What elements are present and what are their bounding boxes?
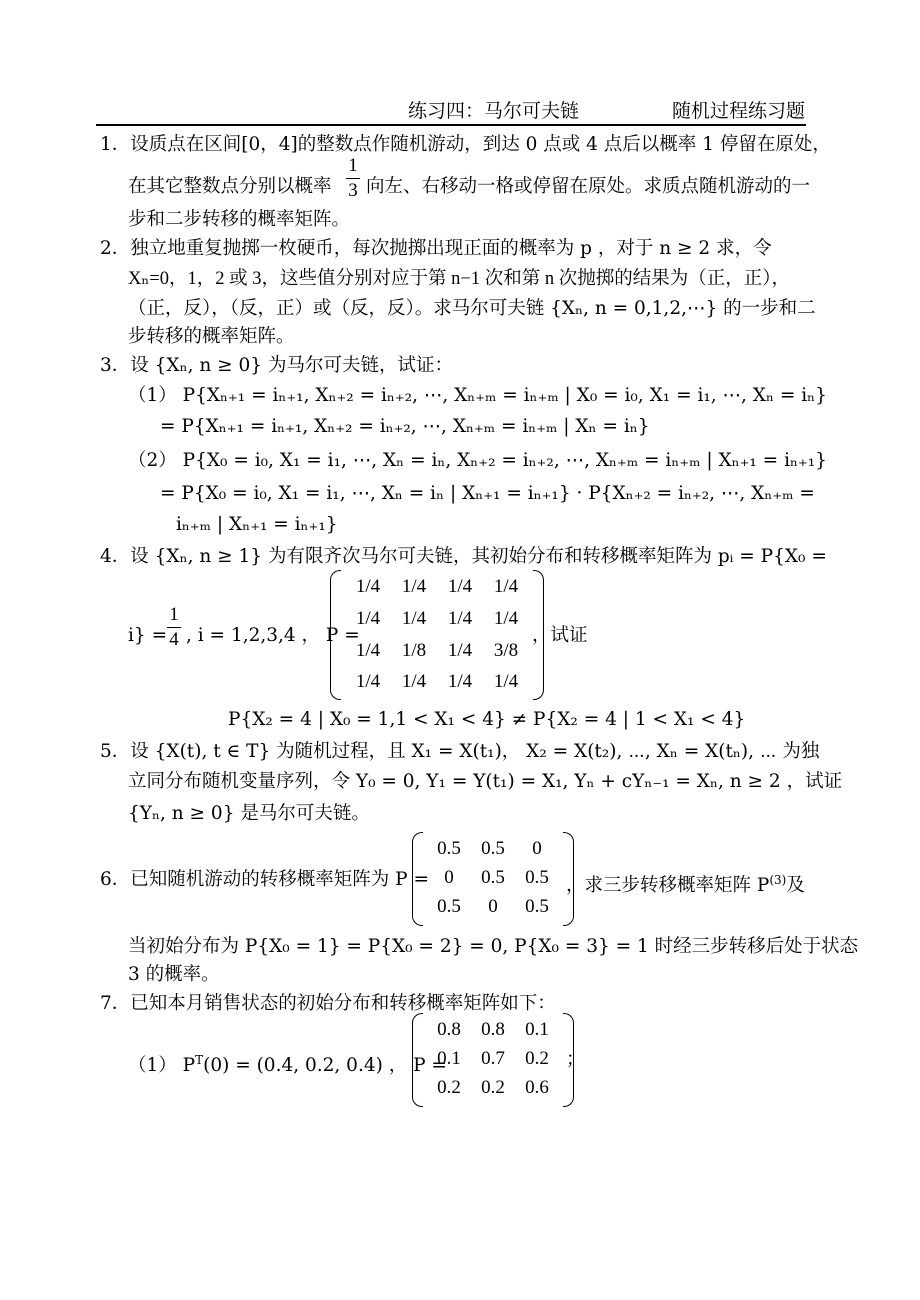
header-rule — [96, 124, 806, 126]
problem-5-line-3: {Yₙ, n ≥ 0} 是马尔可夫链。 — [128, 803, 370, 824]
matrix-cell: 0 — [488, 896, 498, 917]
matrix-cell: 3/8 — [493, 639, 519, 661]
problem-6-line-1a: 6．已知随机游动的转移概率矩阵为 P = — [100, 869, 429, 890]
problem-3-part-2-line-3: iₙ₊ₘ | Xₙ₊₁ = iₙ₊₁} — [176, 514, 338, 535]
matrix-cell: 0.8 — [437, 1019, 461, 1040]
matrix-cell: 0.1 — [437, 1048, 461, 1069]
matrix-cell: 1/4 — [355, 576, 381, 597]
fraction-numerator: 1 — [169, 604, 179, 625]
matrix-cell: 1/4 — [355, 639, 381, 661]
problem-1-line-2a: 在其它整数点分别以概率 — [128, 176, 332, 197]
text-segment: ，求三步转移概率矩阵 P — [566, 875, 770, 897]
problem-3-part-1-line-2: = P{Xₙ₊₁ = iₙ₊₁, Xₙ₊₂ = iₙ₊₂, ⋯, Xₙ₊ₘ = iₙ₊ₘ | Xₙ = iₙ} — [160, 416, 650, 437]
problem-4-inequality: P{X₂ = 4 | X₀ = 1,1 < X₁ < 4} ≠ P{X₂ = 4 | 1 < X₁ < 4} — [228, 709, 746, 730]
matrix-cell: 1/4 — [355, 671, 381, 693]
matrix-cell: 1/4 — [447, 576, 473, 597]
matrix-cell: 0.5 — [525, 867, 549, 888]
header-book-title: 随机过程练习题 — [672, 100, 806, 122]
problem-4-fraction — [167, 604, 181, 651]
problem-2-line-4: 步转移的概率矩阵。 — [128, 326, 295, 347]
problem-2-line-1: 2．独立地重复抛掷一枚硬币，每次抛掷出现正面的概率为 p ，对于 n ≥ 2 求，令 — [100, 238, 772, 259]
problem-7-line-2 — [128, 1048, 447, 1078]
matrix-cell: 0.5 — [481, 867, 505, 888]
problem-3-part-1-line-1: （1） P{Xₙ₊₁ = iₙ₊₁, Xₙ₊₂ = iₙ₊₂, ⋯, Xₙ₊ₘ = iₙ₊ₘ | X₀ = i₀, X₁ = i₁, ⋯, Xₙ = iₙ} — [128, 385, 827, 406]
problem-2-line-3: （正，反），（反，正）或（反，反）。求马尔可夫链 {Xₙ, n = 0,1,2,⋯} 的一步和二 — [128, 298, 816, 319]
problem-5-line-2: 立同分布随机变量序列，令 Y₀ = 0, Y₁ = Y(t₁) = X₁, Yₙ + cYₙ₋₁ = Xₙ, n ≥ 2 ，试证 — [128, 771, 843, 792]
matrix-cell: 0.5 — [525, 896, 549, 917]
superscript: (3) — [769, 873, 787, 887]
matrix-left-paren — [330, 570, 341, 700]
problem-1-line-3: 步和二步转移的概率矩阵。 — [128, 209, 351, 230]
problem-1-line-1: 1．设质点在区间[0，4]的整数点作随机游动，到达 0 点或 4 点后以概率 1 停留在原处， — [100, 134, 831, 155]
matrix-cell: 0.1 — [525, 1019, 549, 1040]
problem-1-line-2b: 向左、右移动一格或停留在原处。求质点随机游动的一 — [366, 176, 811, 197]
matrix-grid — [341, 570, 533, 700]
matrix-cell: 1/4 — [493, 671, 519, 693]
matrix-cell: 0.2 — [437, 1077, 461, 1098]
matrix-grid — [423, 1013, 563, 1107]
header-chapter-title: 练习四：马尔可夫链 — [408, 100, 580, 122]
matrix-cell: 0.6 — [525, 1077, 549, 1098]
matrix-cell: 0.2 — [525, 1048, 549, 1069]
matrix-cell: 0.8 — [481, 1019, 505, 1040]
problem-3-line-1: 3．设 {Xₙ, n ≥ 0} 为马尔可夫链，试证： — [100, 355, 453, 376]
matrix-cell: 0.2 — [481, 1077, 505, 1098]
problem-7-line-end: ； — [566, 1049, 585, 1070]
problem-3-part-2-line-1: （2） P{X₀ = i₀, X₁ = i₁, ⋯, Xₙ = iₙ, Xₙ₊₂ = iₙ₊₂, ⋯, Xₙ₊ₘ = iₙ₊ₘ | Xₙ₊₁ = iₙ₊₁} — [128, 450, 827, 471]
problem-6-line-2: 当初始分布为 P{X₀ = 1} = P{X₀ = 2} = 0, P{X₀ = 3} = 1 时经三步转移后处于状态 — [128, 936, 859, 957]
matrix-cell: 0 — [532, 838, 542, 859]
superscript: T — [195, 1053, 204, 1067]
matrix-cell: 0 — [444, 867, 454, 888]
problem-1-fraction — [346, 155, 360, 202]
problem-4-prove-label: ，试证 — [532, 625, 588, 646]
matrix-cell: 0.5 — [481, 838, 505, 859]
matrix-cell: 1/4 — [447, 671, 473, 693]
matrix-cell: 1/8 — [401, 639, 427, 661]
text-segment: (0) = (0.4, 0.2, 0.4) ， P = — [203, 1055, 447, 1077]
problem-7-line-1: 7．已知本月销售状态的初始分布和转移概率矩阵如下： — [100, 993, 556, 1014]
problem-6-matrix — [412, 832, 574, 926]
matrix-cell: 0.7 — [481, 1048, 505, 1069]
problem-4-matrix — [330, 570, 544, 700]
text-segment: （1） P — [128, 1055, 196, 1077]
matrix-cell: 1/4 — [447, 639, 473, 661]
fraction-numerator: 1 — [348, 155, 358, 176]
problem-6-line-1b — [566, 868, 805, 898]
matrix-cell: 1/4 — [355, 607, 381, 629]
problem-7-matrix — [412, 1013, 574, 1107]
matrix-cell: 1/4 — [401, 607, 427, 629]
matrix-cell: 1/4 — [401, 671, 427, 693]
matrix-cell: 0.5 — [437, 838, 461, 859]
problem-6-line-3: 3 的概率。 — [128, 964, 220, 985]
matrix-cell: 0.5 — [437, 896, 461, 917]
matrix-cell: 1/4 — [493, 607, 519, 629]
problem-3-part-2-line-2: = P{X₀ = i₀, X₁ = i₁, ⋯, Xₙ = iₙ | Xₙ₊₁ = iₙ₊₁} · P{Xₙ₊₂ = iₙ₊₂, ⋯, Xₙ₊ₘ = — [160, 483, 815, 504]
matrix-left-paren — [412, 1013, 423, 1107]
problem-4-line-1: 4．设 {Xₙ, n ≥ 1} 为有限齐次马尔可夫链，其初始分布和转移概率矩阵为 pᵢ = P{X₀ = — [100, 546, 827, 567]
text-segment: 及 — [786, 875, 805, 897]
matrix-left-paren — [412, 832, 423, 926]
problem-4-line-2a: i} = — [128, 625, 168, 646]
fraction-bar — [167, 627, 181, 628]
matrix-cell: 1/4 — [447, 607, 473, 629]
fraction-denominator: 3 — [348, 180, 358, 202]
problem-2-line-2: Xₙ=0，1，2 或 3，这些值分别对应于第 n−1 次和第 n 次抛掷的结果为（正，正）， — [128, 269, 790, 289]
matrix-cell: 1/4 — [493, 576, 519, 597]
fraction-denominator: 4 — [169, 629, 179, 651]
problem-4-line-2b: , i = 1,2,3,4 ， P = — [186, 625, 360, 646]
matrix-cell: 1/4 — [401, 576, 427, 597]
problem-5-line-1: 5．设 {X(t), t ∈ T} 为随机过程，且 X₁ = X(t₁)， X₂ = X(t₂), ⋯, Xₙ = X(tₙ), ⋯ 为独 — [100, 741, 820, 762]
fraction-bar — [346, 178, 360, 179]
matrix-grid — [423, 832, 563, 926]
